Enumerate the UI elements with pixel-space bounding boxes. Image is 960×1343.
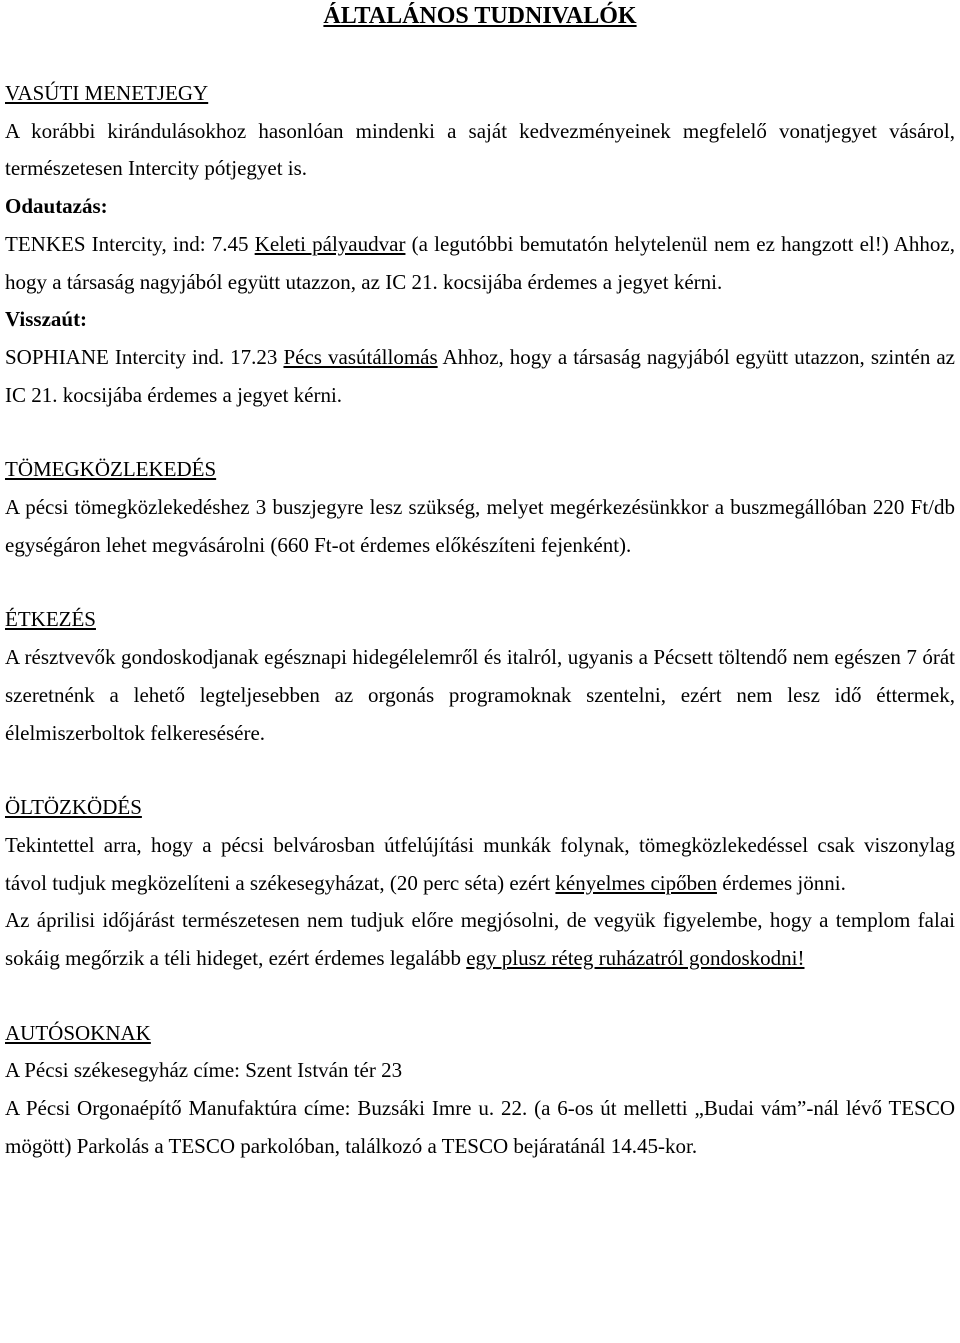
spacer: [5, 564, 955, 601]
oltozkodes-text-1: [5, 827, 955, 902]
vasut-intro: A korábbi kirándulásokhoz hasonlóan mindenki a saját kedvezményeinek megfelelő vonatjegyet vásárol, természetesen Intercity pótjegyet is.: [5, 118, 955, 181]
visszaut-label: Visszaút:: [5, 307, 88, 332]
odautazas-train: TENKES Intercity, ind: 7.45: [5, 231, 255, 256]
page-title: ÁLTALÁNOS TUDNIVALÓK: [323, 3, 637, 29]
autosoknak-line-1: A Pécsi székesegyház címe: Szent István tér 23: [5, 1058, 403, 1083]
section-heading-oltozkodes: ÖLTÖZKÖDÉS: [5, 795, 142, 820]
document-page: [5, 0, 955, 1166]
oltozkodes-text-1b: érdemes jönni.: [716, 870, 846, 895]
section-etkezes: [5, 601, 955, 752]
oltozkodes-emphasis-2: egy plusz réteg ruházatról gondoskodni!: [466, 946, 805, 971]
oltozkodes-emphasis-1: kényelmes cipőben: [555, 870, 717, 895]
odautazas-station: Keleti pályaudvar: [254, 231, 406, 256]
section-autosoknak: [5, 1015, 955, 1166]
odautazas-text: [5, 226, 955, 301]
spacer: [5, 31, 955, 75]
odautazas-label: Odautazás:: [5, 194, 108, 219]
visszaut-station: Pécs vasútállomás: [283, 344, 438, 369]
visszaut-train: SOPHIANE Intercity ind. 17.23: [5, 344, 284, 369]
section-tomegkozlekedes: [5, 451, 955, 564]
section-oltozkodes: [5, 789, 955, 978]
section-heading-tomeg: TÖMEGKÖZLEKEDÉS: [5, 457, 217, 482]
visszaut-text: [5, 339, 955, 414]
spacer: [5, 752, 955, 789]
section-heading-etkezes: ÉTKEZÉS: [5, 607, 96, 632]
section-vasuti-menetjegy: [5, 75, 955, 414]
etkezes-text: A résztvevők gondoskodjanak egésznapi hidegélelemről és italról, ugyanis a Pécsett töltendő nem egészen 7 órát szeretnénk a lehető legteljesebben az orgonás programoknak szentelni, ezért nem lesz idő éttermek, élelmiszerboltok felkeresésére.: [5, 645, 955, 745]
tomeg-text: A pécsi tömegközlekedéshez 3 buszjegyre lesz szükség, melyet megérkezésünkkor a buszmegállóban 220 Ft/db egységáron lehet megvásárolni (660 Ft-ot érdemes előkészíteni fejenként).: [5, 495, 955, 557]
section-heading-autosoknak: AUTÓSOKNAK: [5, 1020, 151, 1045]
oltozkodes-text-2: [5, 902, 955, 977]
spacer: [5, 978, 955, 1015]
spacer: [5, 414, 955, 451]
autosoknak-line-2: A Pécsi Orgonaépítő Manufaktúra címe: Buzsáki Imre u. 22. (a 6-os út melletti „Budai vám”-nál lévő TESCO mögött) Parkolás a TESCO parkolóban, találkozó a TESCO bejáratánál 14.45-kor.: [5, 1096, 955, 1158]
odautazas-rest: (a legutóbbi bemutatón helytelenül nem ez hangzott el!) Ahhoz, hogy a társaság nagyjából együtt utazzon, az IC 21. kocsijába érdemes a jegyet kérni.: [5, 231, 955, 294]
oltozkodes-text-1a: Tekintettel arra, hogy a pécsi belvárosban útfelújítási munkák folynak, tömegközlekedéssel csak viszonylag távol tudjuk megközelíteni a székesegyházat, (20 perc séta) ezért: [5, 832, 955, 895]
section-heading-vasut: VASÚTI MENETJEGY: [5, 81, 209, 105]
visszaut-rest: Ahhoz, hogy a társaság nagyjából együtt utazzon, szintén az IC 21. kocsijába érdemes a jegyet kérni.: [5, 344, 956, 407]
oltozkodes-text-2a: Az áprilisi időjárást természetesen nem tudjuk előre megjósolni, de vegyük figyelembe, hogy a templom falai sokáig megőrzik a téli hideget, ezért érdemes legalább: [5, 908, 955, 971]
